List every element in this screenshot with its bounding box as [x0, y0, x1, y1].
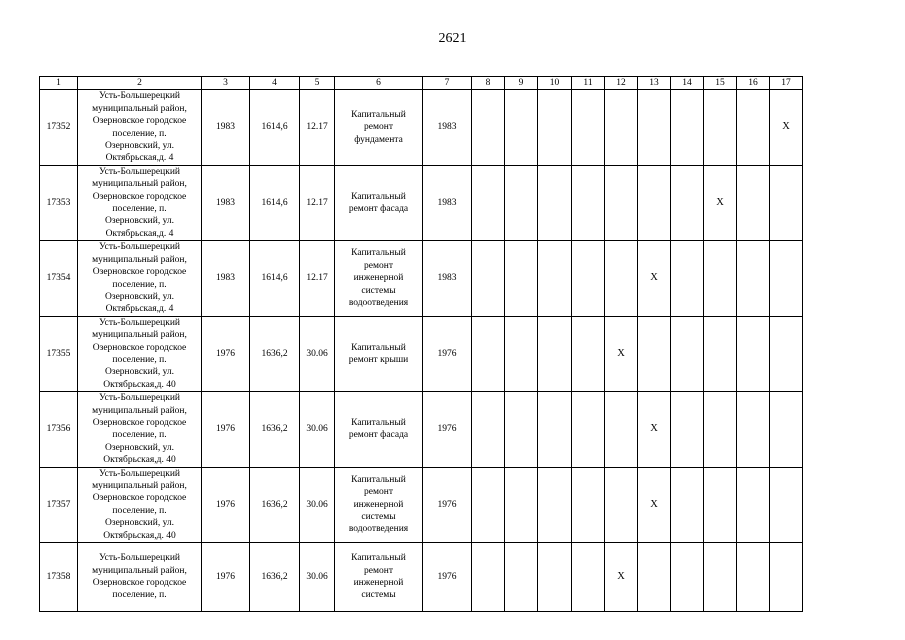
cell-year: 1976: [423, 543, 472, 612]
cell-col-13: [638, 316, 671, 391]
cell-work-type-line: Капитальный: [351, 553, 406, 564]
cell-year-built: 1983: [202, 165, 250, 240]
cell-col-11: [572, 316, 605, 391]
cell-col-9: [505, 392, 538, 467]
cell-col-17: [770, 241, 803, 316]
cell-col-13: [638, 165, 671, 240]
cell-address-line: поселение, п.: [112, 430, 167, 441]
table-row: [40, 467, 803, 542]
cell-col-10: [538, 392, 572, 467]
cell-col-14: [671, 543, 704, 612]
column-header: 1: [40, 77, 78, 90]
cell-address: [78, 467, 202, 542]
cell-date: 12.17: [300, 241, 335, 316]
cell-address-line: Усть-Большерецкий: [99, 242, 180, 253]
cell-area: 1614,6: [250, 165, 300, 240]
cell-work-type-line: инженерной: [353, 273, 404, 284]
cell-mark: X: [638, 241, 671, 316]
cell-col-17: [770, 165, 803, 240]
cell-col-13: [638, 90, 671, 165]
cell-col-16: [737, 392, 770, 467]
cell-address-line: поселение, п.: [112, 128, 167, 139]
cell-col-8: [472, 90, 505, 165]
table-body: [40, 77, 803, 612]
cell-col-9: [505, 467, 538, 542]
cell-col-17: [770, 316, 803, 391]
cell-address-line: Озерновский, ул.: [104, 442, 175, 453]
cell-col-11: [572, 392, 605, 467]
cell-col-8: [472, 165, 505, 240]
cell-work-type: [335, 241, 423, 316]
cell-work-type-line: ремонт крыши: [348, 354, 409, 365]
cell-area: 1636,2: [250, 316, 300, 391]
cell-mark: X: [704, 165, 737, 240]
cell-address-line: Октябрьская,д. 40: [103, 455, 176, 466]
cell-work-type-line: ремонт: [364, 487, 393, 498]
cell-address-line: Октябрьская,д. 40: [103, 530, 176, 541]
cell-col-16: [737, 241, 770, 316]
column-header: 2: [78, 77, 202, 90]
cell-year-built: 1976: [202, 543, 250, 612]
cell-col-11: [572, 543, 605, 612]
cell-address-line: Октябрьская,д. 4: [105, 228, 174, 239]
cell-col-15: [704, 241, 737, 316]
cell-col-14: [671, 467, 704, 542]
cell-address-line: муниципальный район,: [92, 103, 187, 114]
cell-year: 1976: [423, 392, 472, 467]
cell-address-line: Озерновский, ул.: [104, 291, 175, 302]
column-header: 8: [472, 77, 505, 90]
cell-col-16: [737, 467, 770, 542]
cell-address-line: Озерновское городское: [92, 493, 187, 504]
cell-address-line: Октябрьская,д. 40: [103, 379, 176, 390]
cell-area: 1636,2: [250, 543, 300, 612]
cell-address-line: муниципальный район,: [92, 481, 187, 491]
cell-address-line: поселение, п.: [112, 354, 167, 365]
cell-id: 17357: [40, 467, 78, 542]
table-row: [40, 241, 803, 316]
cell-address-line: Усть-Большерецкий: [99, 553, 180, 564]
cell-address-line: муниципальный район,: [92, 330, 187, 341]
cell-address-line: Усть-Большерецкий: [99, 317, 180, 328]
cell-address-line: Озерновское городское: [92, 191, 187, 202]
cell-work-type-line: Капитальный: [351, 248, 406, 259]
cell-col-10: [538, 241, 572, 316]
cell-col-10: [538, 316, 572, 391]
cell-work-type-line: Капитальный: [351, 474, 406, 485]
cell-work-type-line: ремонт фасада: [348, 430, 409, 441]
cell-address: [78, 165, 202, 240]
cell-year: 1976: [423, 316, 472, 391]
cell-year: 1983: [423, 241, 472, 316]
cell-work-type-line: инженерной: [353, 578, 404, 589]
cell-work-type-line: Капитальный: [351, 417, 406, 428]
cell-address: [78, 90, 202, 165]
cell-col-16: [737, 543, 770, 612]
cell-address-line: Усть-Большерецкий: [99, 393, 180, 404]
page-number: 2621: [438, 31, 467, 46]
cell-address-line: поселение, п.: [112, 590, 167, 601]
table-row: [40, 165, 803, 240]
cell-col-10: [538, 543, 572, 612]
cell-work-type-line: ремонт: [364, 260, 393, 271]
column-header: 15: [704, 77, 737, 90]
cell-col-12: [605, 165, 638, 240]
cell-id: 17352: [40, 90, 78, 165]
cell-work-type: [335, 90, 423, 165]
cell-col-11: [572, 241, 605, 316]
column-header: 5: [300, 77, 335, 90]
cell-date: 30.06: [300, 467, 335, 542]
cell-address-line: Озерновское городское: [92, 342, 187, 353]
cell-col-9: [505, 241, 538, 316]
cell-col-9: [505, 165, 538, 240]
cell-address-line: поселение, п.: [112, 279, 167, 290]
cell-col-15: [704, 90, 737, 165]
cell-work-type-line: водоотведения: [348, 298, 409, 309]
cell-work-type-line: Капитальный: [351, 342, 406, 353]
cell-col-12: [605, 241, 638, 316]
table-row: [40, 90, 803, 165]
cell-col-16: [737, 165, 770, 240]
cell-address: [78, 316, 202, 391]
cell-work-type: [335, 392, 423, 467]
cell-address-line: Октябрьская,д. 4: [105, 304, 174, 315]
cell-col-9: [505, 316, 538, 391]
cell-address-line: Усть-Большерецкий: [99, 166, 180, 177]
cell-area: 1636,2: [250, 392, 300, 467]
cell-work-type: [335, 316, 423, 391]
cell-year-built: 1983: [202, 241, 250, 316]
cell-address-line: Озерновский, ул.: [104, 216, 175, 227]
column-header: 6: [335, 77, 423, 90]
cell-address-line: Усть-Большерецкий: [99, 91, 180, 102]
column-header: 3: [202, 77, 250, 90]
cell-area: 1614,6: [250, 90, 300, 165]
cell-col-13: [638, 543, 671, 612]
cell-address: [78, 392, 202, 467]
cell-work-type-line: ремонт: [364, 122, 393, 133]
column-header: 4: [250, 77, 300, 90]
cell-col-12: [605, 467, 638, 542]
cell-col-11: [572, 90, 605, 165]
cell-col-17: [770, 392, 803, 467]
cell-mark: X: [638, 392, 671, 467]
cell-col-11: [572, 467, 605, 542]
cell-address-line: Озерновский, ул.: [104, 367, 175, 378]
cell-year-built: 1976: [202, 467, 250, 542]
cell-date: 12.17: [300, 165, 335, 240]
cell-address-line: Озерновское городское: [92, 417, 187, 428]
column-header: 13: [638, 77, 671, 90]
cell-address-line: муниципальный район,: [92, 254, 187, 265]
cell-col-16: [737, 90, 770, 165]
cell-area: 1614,6: [250, 241, 300, 316]
cell-id: 17356: [40, 392, 78, 467]
cell-address: [78, 543, 202, 612]
cell-col-16: [737, 316, 770, 391]
cell-year-built: 1976: [202, 316, 250, 391]
cell-mark: X: [605, 316, 638, 391]
cell-address-line: муниципальный район,: [92, 565, 187, 576]
cell-col-10: [538, 165, 572, 240]
cell-address-line: Озерновский, ул.: [104, 518, 175, 529]
cell-address-line: поселение, п.: [112, 505, 167, 516]
cell-year-built: 1983: [202, 90, 250, 165]
column-header: 17: [770, 77, 803, 90]
cell-year: 1983: [423, 90, 472, 165]
cell-col-12: [605, 392, 638, 467]
cell-year-built: 1976: [202, 392, 250, 467]
column-header: 11: [572, 77, 605, 90]
cell-mark: X: [638, 467, 671, 542]
cell-col-12: [605, 90, 638, 165]
cell-address-line: поселение, п.: [112, 204, 167, 215]
cell-work-type: [335, 543, 423, 612]
cell-address: [78, 241, 202, 316]
table-row: [40, 392, 803, 467]
cell-col-17: [770, 467, 803, 542]
cell-work-type-line: фундамента: [354, 134, 403, 145]
cell-year: 1983: [423, 165, 472, 240]
cell-work-type-line: системы: [361, 285, 396, 296]
cell-id: 17355: [40, 316, 78, 391]
cell-col-10: [538, 90, 572, 165]
cell-area: 1636,2: [250, 467, 300, 542]
cell-col-9: [505, 90, 538, 165]
header-row: [40, 77, 803, 90]
cell-col-15: [704, 316, 737, 391]
cell-mark: X: [605, 543, 638, 612]
cell-col-15: [704, 543, 737, 612]
cell-col-10: [538, 467, 572, 542]
cell-col-8: [472, 392, 505, 467]
cell-col-15: [704, 392, 737, 467]
cell-year: 1976: [423, 467, 472, 542]
cell-address-line: Усть-Большерецкий: [99, 468, 180, 479]
cell-col-14: [671, 241, 704, 316]
cell-id: 17353: [40, 165, 78, 240]
cell-mark: X: [770, 90, 803, 165]
column-header: 12: [605, 77, 638, 90]
column-header: 7: [423, 77, 472, 90]
cell-id: 17358: [40, 543, 78, 612]
cell-col-14: [671, 90, 704, 165]
cell-address-line: Озерновское городское: [92, 116, 187, 127]
table-row: [40, 543, 803, 612]
cell-date: 30.06: [300, 392, 335, 467]
cell-work-type-line: системы: [361, 590, 396, 601]
cell-col-9: [505, 543, 538, 612]
cell-work-type-line: ремонт: [364, 565, 393, 576]
cell-date: 30.06: [300, 543, 335, 612]
cell-address-line: муниципальный район,: [92, 405, 187, 416]
column-header: 10: [538, 77, 572, 90]
cell-col-14: [671, 316, 704, 391]
cell-work-type-line: Капитальный: [351, 191, 406, 202]
cell-col-14: [671, 392, 704, 467]
column-header: 9: [505, 77, 538, 90]
cell-date: 30.06: [300, 316, 335, 391]
cell-col-8: [472, 241, 505, 316]
repair-schedule-table: [39, 76, 803, 612]
column-header: 14: [671, 77, 704, 90]
cell-date: 12.17: [300, 90, 335, 165]
cell-address-line: Октябрьская,д. 4: [105, 153, 174, 164]
column-header: 16: [737, 77, 770, 90]
cell-col-8: [472, 543, 505, 612]
cell-address-line: Озерновское городское: [92, 267, 187, 278]
cell-work-type-line: инженерной: [353, 499, 404, 510]
cell-work-type-line: системы: [361, 512, 396, 523]
table-row: [40, 316, 803, 391]
cell-col-8: [472, 316, 505, 391]
cell-col-15: [704, 467, 737, 542]
cell-work-type: [335, 165, 423, 240]
cell-address-line: Озерновское городское: [92, 578, 187, 589]
cell-address-line: Озерновский, ул.: [104, 141, 175, 152]
cell-work-type-line: Капитальный: [351, 110, 406, 121]
cell-col-8: [472, 467, 505, 542]
cell-col-11: [572, 165, 605, 240]
cell-work-type: [335, 467, 423, 542]
cell-col-17: [770, 543, 803, 612]
cell-id: 17354: [40, 241, 78, 316]
cell-address-line: муниципальный район,: [92, 179, 187, 190]
cell-work-type-line: водоотведения: [348, 524, 409, 535]
cell-work-type-line: ремонт фасада: [348, 204, 409, 215]
cell-col-14: [671, 165, 704, 240]
